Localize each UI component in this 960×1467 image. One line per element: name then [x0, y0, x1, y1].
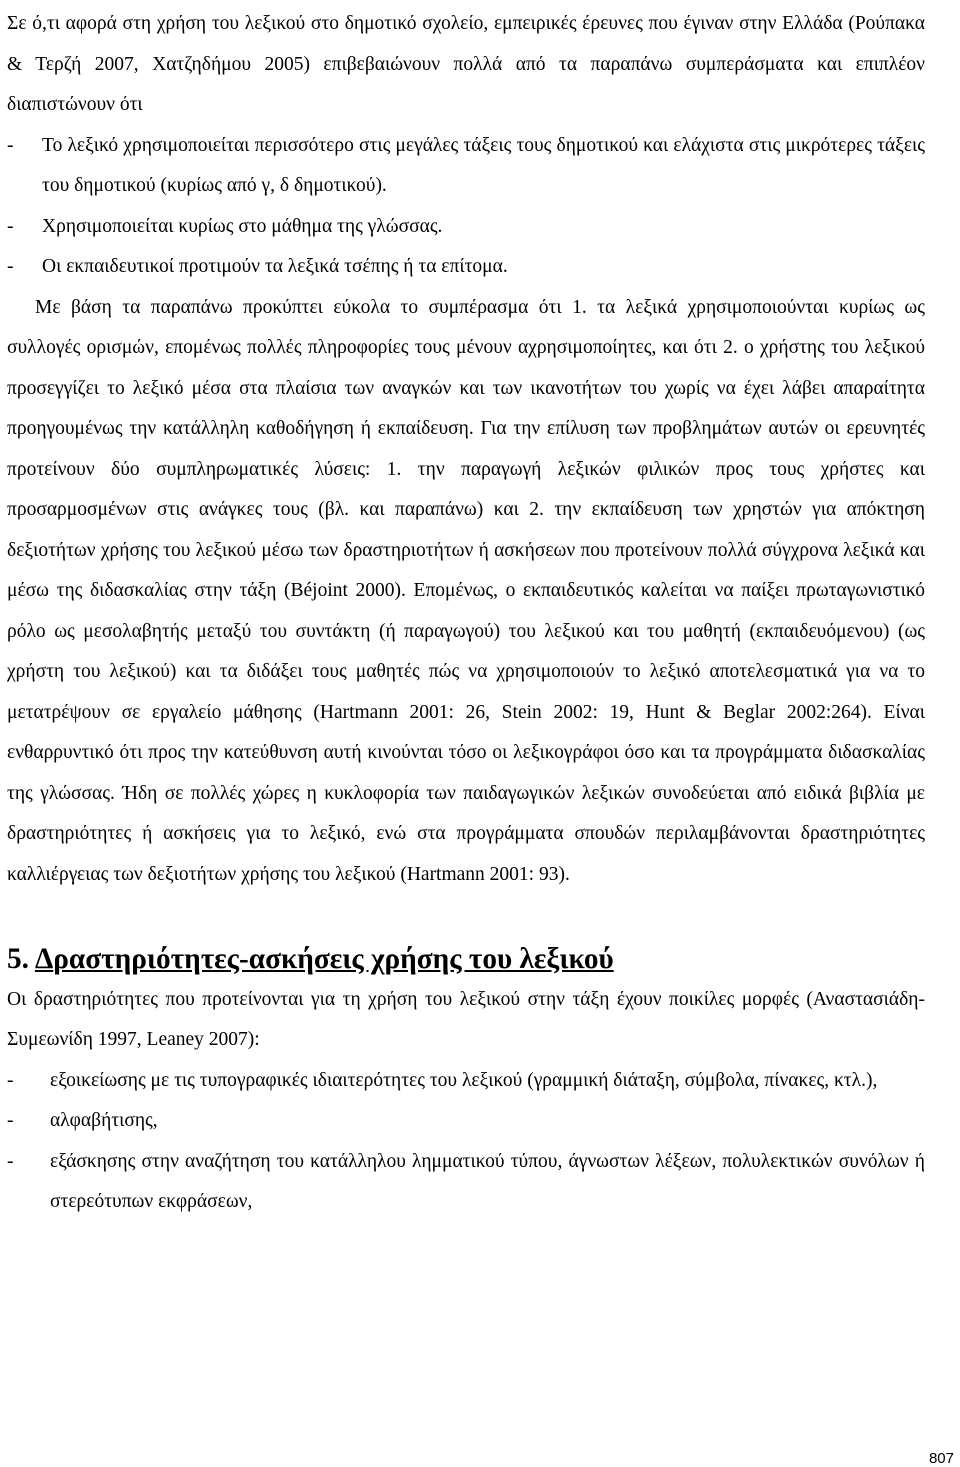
- findings-list: [7, 126, 925, 288]
- dash-marker: -: [7, 1069, 14, 1091]
- page-number: 807: [928, 1450, 954, 1467]
- body-paragraph: Με βάση τα παραπάνω προκύπτει εύκολα το συμπέρασμα ότι 1. τα λεξικά χρησιμοποιούνται κυρίως ως συλλογές ορισμών, επομένως πολλές πληροφορίες τους μένουν αχρησιμοποίητες, και ότι 2. ο χρήστης του λεξικού προσεγγίζει το λεξικό μέσα στα πλαίσια των αναγκών και των ικανοτήτων του χωρίς να έχει λάβει απαραίτητα προηγουμένως την κατάλληλη καθοδήγηση ή εκπαίδευση. Για την επίλυση των προβλημάτων αυτών οι ερευνητές προτείνουν δύο συμπληρωματικές λύσεις: 1. την παραγωγή λεξικών φιλικών προς τους χρήστες και προσαρμοσμένων στις ανάγκες τους (βλ. και παραπάνω) και 2. την εκπαίδευση των χρηστών για απόκτηση δεξιοτήτων χρήσης του λεξικού μέσω των δραστηριοτήτων ή ασκήσεων που προτείνουν πολλά σύγχρονα λεξικά και μέσω της διδασκαλίας στην τάξη (Béjoint 2000). Επομένως, ο εκπαιδευτικός καλείται να παίξει πρωταγωνιστικό ρόλο ως μεσολαβητής μεταξύ του συντάκτη (ή παραγωγού) του λεξικού και του μαθητή (εκπαιδευόμενου) (ως χρήστη του λεξικού) και τα διδάξει τους μαθητές πώς να χρησιμοποιούν το λεξικό αποτελεσματικά για να το μετατρέψουν σε εργαλείο μάθησης (Hartmann 2001: 26, Stein 2002: 19, Hunt & Beglar 2002:264). Είναι ενθαρρυντικό ότι προς την κατεύθυνση αυτή κινούνται τόσο οι λεξικογράφοι όσο και τα προγράμματα διδασκαλίας της γλώσσας. Ήδη σε πολλές χώρες η κυκλοφορία των παιδαγωγικών λεξικών συνοδεύεται από ειδικά βιβλία με δραστηριότητες ή ασκήσεις για το λεξικό, ενώ στα προγράμματα σπουδών περιλαμβάνονται δραστηριότητες καλλιέργειας των δεξιοτήτων χρήσης του λεξικού (Hartmann 2001: 93).: [7, 296, 925, 885]
- list-item: [7, 1061, 925, 1102]
- list-item: [7, 207, 925, 248]
- dash-marker: -: [7, 256, 14, 277]
- section-heading: [7, 939, 925, 980]
- section-title-initial: Δ: [34, 943, 54, 975]
- finding-text: Το λεξικό χρησιμοποιείται περισσότερο στις μεγάλες τάξεις τους δημοτικού και ελάχιστα στις μικρότερες τάξεις του δημοτικού (κυρίως από γ, δ δημοτικού).: [42, 134, 925, 196]
- document-page: [7, 0, 925, 1223]
- list-item: [7, 1142, 925, 1223]
- section-intro-paragraph: Οι δραστηριότητες που προτείνονται για τη χρήση του λεξικού στην τάξη έχουν ποικίλες μορφές (Αναστασιάδη-Συμεωνίδη 1997, Leaney 2007):: [7, 988, 925, 1050]
- dash-marker: -: [7, 215, 14, 237]
- dash-marker: -: [7, 134, 14, 156]
- dash-marker: -: [7, 1110, 14, 1131]
- list-item: [7, 1101, 925, 1142]
- intro-paragraph: Σε ό,τι αφορά στη χρήση του λεξικού στο δημοτικό σχολείο, εμπειρικές έρευνες που έγιναν στην Ελλάδα (Ρούπακα & Τερζή 2007, Χατζηδήμου 2005) επιβεβαιώνουν πολλά από τα παραπάνω συμπεράσματα και επιπλέον διαπιστώνουν ότι: [7, 13, 925, 115]
- activity-text: εξοικείωσης με τις τυπογραφικές ιδιαιτερότητες του λεξικού (γραμμική διάταξη, σύμβολα, πίνακες, κτλ.),: [50, 1069, 878, 1091]
- activity-text: αλφαβήτισης,: [50, 1110, 158, 1131]
- activities-list: [7, 1061, 925, 1223]
- activity-text: εξάσκησης στην αναζήτηση του κατάλληλου λημματικού τύπου, άγνωστων λέξεων, πολυλεκτικών συνόλων ή στερεότυπων εκφράσεων,: [50, 1150, 925, 1212]
- dash-marker: -: [7, 1150, 14, 1172]
- finding-text: Χρησιμοποιείται κυρίως στο μάθημα της γλώσσας.: [42, 215, 443, 237]
- section-number: 5.: [7, 943, 29, 975]
- finding-text: Οι εκπαιδευτικοί προτιμούν τα λεξικά τσέπης ή τα επίτομα.: [42, 256, 508, 277]
- list-item: [7, 247, 925, 288]
- section-title: ραστηριότητες-ασκήσεις χρήσης του λεξικού: [53, 943, 614, 975]
- list-item: [7, 126, 925, 207]
